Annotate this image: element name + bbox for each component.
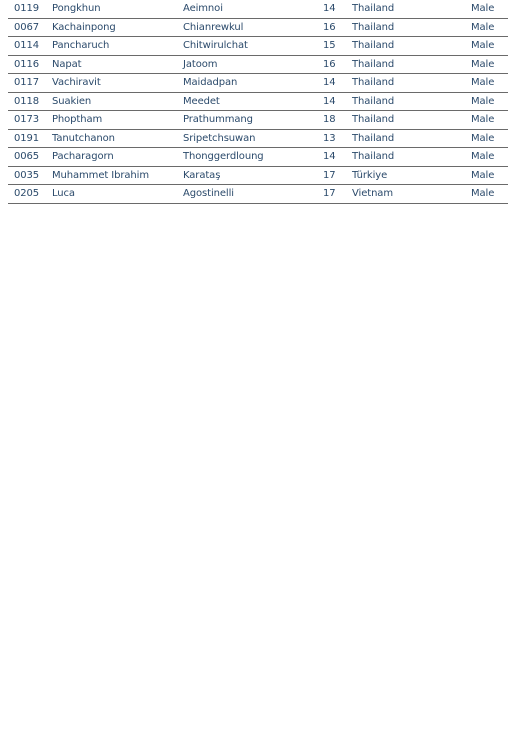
player-id: 0065 bbox=[14, 151, 40, 162]
player-country: Thailand bbox=[352, 77, 395, 88]
player-last-name: Meedet bbox=[183, 95, 220, 107]
player-country: Thailand bbox=[352, 114, 395, 125]
player-country: Thailand bbox=[352, 21, 395, 33]
player-gender: Male bbox=[471, 132, 495, 144]
player-gender: Male bbox=[471, 3, 495, 14]
table-row bbox=[8, 37, 508, 56]
player-age: 15 bbox=[323, 40, 336, 51]
table-row bbox=[8, 0, 508, 19]
player-age: 18 bbox=[323, 114, 336, 125]
player-first-name: Suakien bbox=[52, 95, 92, 107]
player-country: Türkiye bbox=[352, 169, 388, 181]
table-row bbox=[8, 56, 508, 75]
player-last-name: Maidadpan bbox=[183, 77, 238, 88]
table-row bbox=[8, 167, 508, 186]
player-age: 13 bbox=[323, 132, 336, 144]
table-row bbox=[8, 93, 508, 112]
player-last-name: Jatoom bbox=[183, 58, 218, 70]
player-gender: Male bbox=[471, 169, 495, 181]
player-age: 16 bbox=[323, 58, 336, 70]
player-age: 14 bbox=[323, 3, 336, 14]
players-table bbox=[8, 0, 508, 204]
table-row bbox=[8, 185, 508, 204]
player-first-name: Napat bbox=[52, 58, 82, 70]
player-first-name: Pancharuch bbox=[52, 40, 110, 51]
player-first-name: Pacharagorn bbox=[52, 151, 114, 162]
player-gender: Male bbox=[471, 58, 495, 70]
player-country: Vietnam bbox=[352, 188, 393, 199]
player-country: Thailand bbox=[352, 151, 395, 162]
player-gender: Male bbox=[471, 114, 495, 125]
player-gender: Male bbox=[471, 188, 495, 199]
table-row bbox=[8, 74, 508, 93]
player-id: 0117 bbox=[14, 77, 40, 88]
player-country: Thailand bbox=[352, 3, 395, 14]
player-country: Thailand bbox=[352, 95, 395, 107]
player-age: 16 bbox=[323, 21, 336, 33]
player-age: 14 bbox=[323, 77, 336, 88]
player-country: Thailand bbox=[352, 40, 395, 51]
player-last-name: Karataş bbox=[183, 169, 221, 181]
player-id: 0118 bbox=[14, 95, 40, 107]
player-gender: Male bbox=[471, 151, 495, 162]
player-first-name: Luca bbox=[52, 188, 75, 199]
player-gender: Male bbox=[471, 95, 495, 107]
player-first-name: Kachainpong bbox=[52, 21, 116, 33]
player-last-name: Agostinelli bbox=[183, 188, 234, 199]
table-row bbox=[8, 148, 508, 167]
player-age: 14 bbox=[323, 95, 336, 107]
player-first-name: Pongkhun bbox=[52, 3, 101, 14]
player-id: 0116 bbox=[14, 58, 40, 70]
player-age: 17 bbox=[323, 188, 336, 199]
player-age: 17 bbox=[323, 169, 336, 181]
player-id: 0114 bbox=[14, 40, 40, 51]
player-age: 14 bbox=[323, 151, 336, 162]
player-id: 0191 bbox=[14, 132, 40, 144]
player-country: Thailand bbox=[352, 132, 395, 144]
player-first-name: Vachiravit bbox=[52, 77, 101, 88]
table-row bbox=[8, 19, 508, 38]
table-row bbox=[8, 111, 508, 130]
player-first-name: Phoptham bbox=[52, 114, 103, 125]
player-id: 0035 bbox=[14, 169, 40, 181]
player-gender: Male bbox=[471, 77, 495, 88]
player-gender: Male bbox=[471, 40, 495, 51]
player-gender: Male bbox=[471, 21, 495, 33]
player-first-name: Muhammet Ibrahim bbox=[52, 169, 149, 181]
table-row bbox=[8, 130, 508, 149]
player-last-name: Chianrewkul bbox=[183, 21, 244, 33]
player-id: 0067 bbox=[14, 21, 40, 33]
player-id: 0119 bbox=[14, 3, 40, 14]
player-country: Thailand bbox=[352, 58, 395, 70]
player-id: 0173 bbox=[14, 114, 40, 125]
player-last-name: Prathummang bbox=[183, 114, 253, 125]
player-last-name: Sripetchsuwan bbox=[183, 132, 256, 144]
player-last-name: Thonggerdloung bbox=[183, 151, 264, 162]
player-last-name: Aeimnoi bbox=[183, 3, 223, 14]
player-id: 0205 bbox=[14, 188, 40, 199]
player-last-name: Chitwirulchat bbox=[183, 40, 248, 51]
player-first-name: Tanutchanon bbox=[52, 132, 115, 144]
